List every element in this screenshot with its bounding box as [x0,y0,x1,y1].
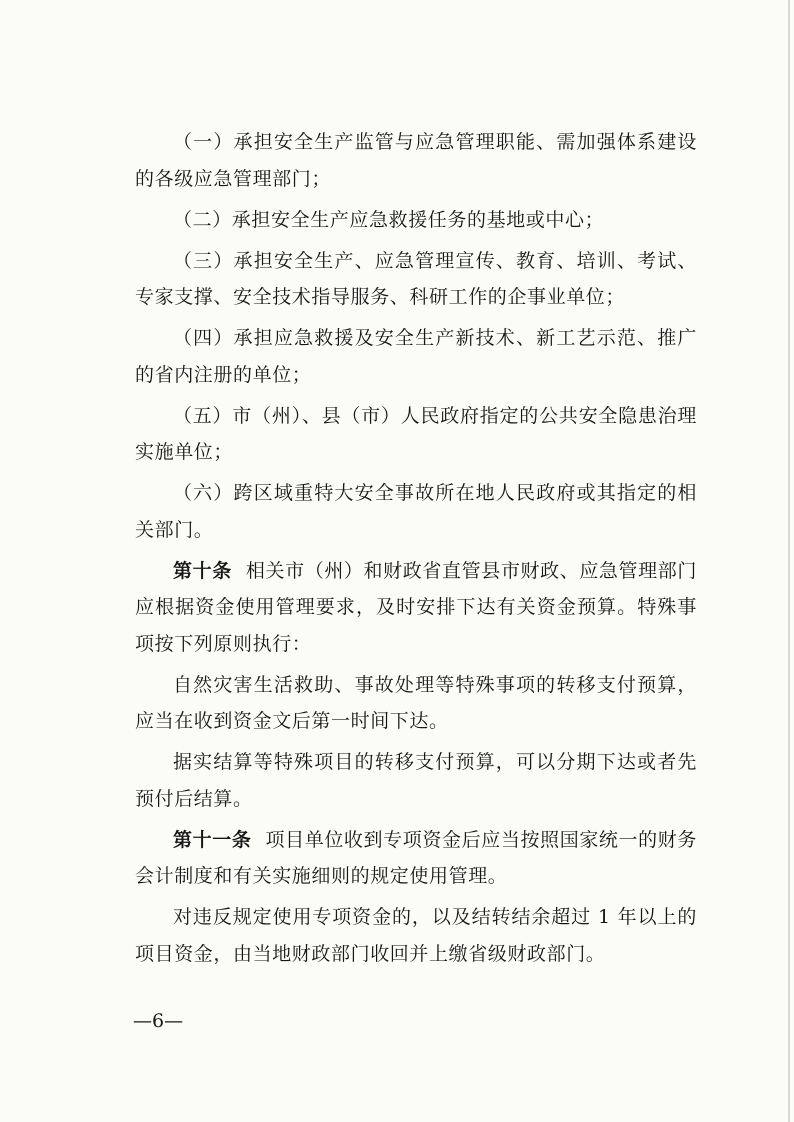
article-10-rule-2 [135,744,697,817]
body-text [135,124,697,972]
article-11-rule-text: 对违反规定使用专项资金的，以及结转结余超过 1 年以上的项目资金，由当地财政部门收回并上缴省级财政部门。 [135,906,697,965]
clause-6-text: （六）跨区域重特大安全事故所在地人民政府或其指定的相关部门。 [135,482,697,541]
clause-1 [135,124,697,197]
page-number: —6— [133,1010,184,1032]
article-11 [135,822,697,895]
article-10-label: 第十条 [173,559,232,582]
clause-4-text: （四）承担应急救援及安全生产新技术、新工艺示范、推广的省内注册的单位； [135,327,697,386]
article-10 [135,553,697,663]
article-11-rule [135,899,697,972]
article-10-rule-1-text: 自然灾害生活救助、事故处理等特殊事项的转移支付预算，应当在收到资金文后第一时间下达。 [135,673,697,732]
clause-3-text: （三）承担安全生产、应急管理宣传、教育、培训、考试、专家支撑、安全技术指导服务、科研工作的企事业单位； [135,249,697,308]
clause-4 [135,320,697,393]
clause-5 [135,398,697,471]
page-edge [788,0,790,1122]
article-11-label: 第十一条 [173,828,252,851]
clause-6 [135,475,697,548]
article-10-rule-2-text: 据实结算等特殊项目的转移支付预算，可以分期下达或者先预付后结算。 [135,751,697,810]
article-11-text: 项目单位收到专项资金后应当按照国家统一的财务会计制度和有关实施细则的规定使用管理。 [135,828,697,887]
clause-2 [135,202,697,239]
clause-5-text: （五）市（州）、县（市）人民政府指定的公共安全隐患治理实施单位； [135,404,697,463]
article-10-rule-1 [135,667,697,740]
clause-3 [135,243,697,316]
clause-1-text: （一）承担安全生产监管与应急管理职能、需加强体系建设的各级应急管理部门； [135,131,697,190]
article-10-text: 相关市（州）和财政省直管县市财政、应急管理部门应根据资金使用管理要求，及时安排下达有关资金预算。特殊事项按下列原则执行： [135,559,697,655]
clause-2-text: （二）承担安全生产应急救援任务的基地或中心； [173,208,605,231]
